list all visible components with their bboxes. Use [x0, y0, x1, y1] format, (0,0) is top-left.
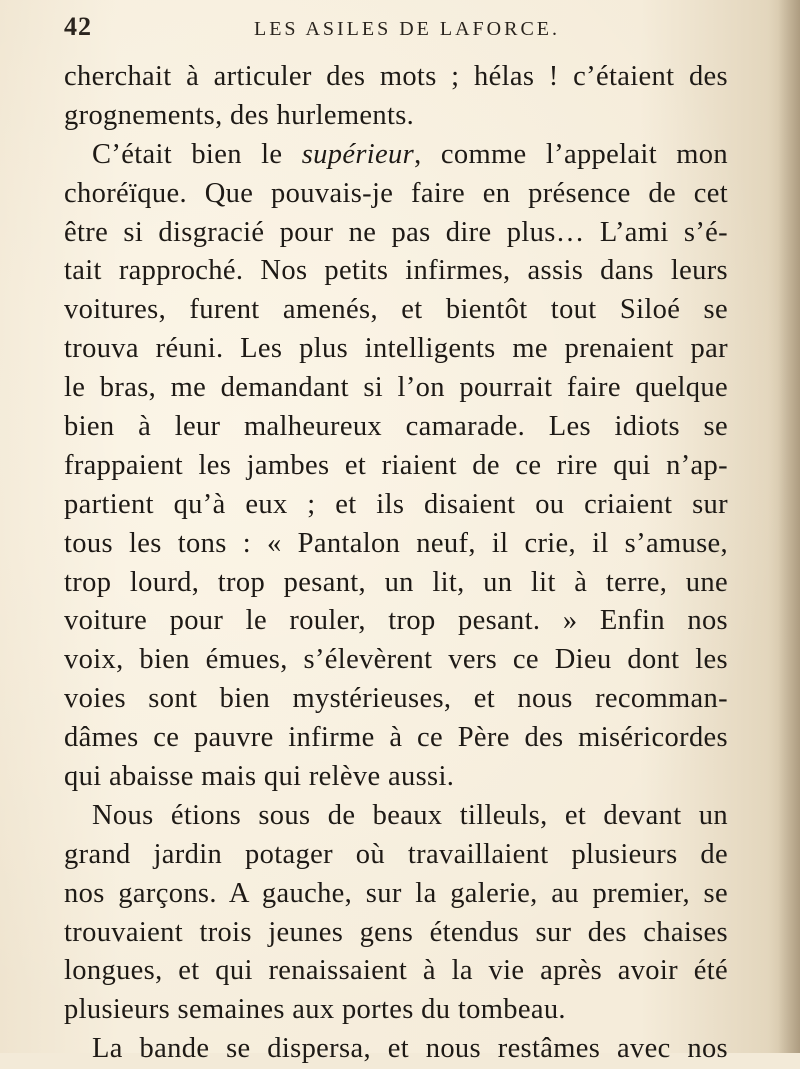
text-line-25: plusieurs semaines aux portes du tombeau. — [64, 994, 566, 1026]
text-line-1: cherchait à articuler des mots ; hélas ! c’étaient des — [64, 61, 728, 92]
italic-word-superieur: supérieur — [301, 138, 415, 170]
text-line-11: frappaient les jambes et riaient de ce rire qui n’ap- — [64, 449, 728, 481]
text-line-20: Nous étions sous de beaux tilleuls, et devant un — [92, 799, 728, 831]
page-header — [64, 10, 744, 46]
text-line-6: tait rapproché. Nos petits infirmes, assis dans leurs — [64, 255, 728, 287]
text-line-18: dâmes ce pauvre infirme à ce Père des miséricordes — [64, 722, 728, 754]
text-line-5: être si disgracié pour ne pas dire plus… L’ami s’é- — [64, 216, 728, 248]
text-line-9: le bras, me demandant si l’on pourrait faire quelque — [64, 372, 728, 404]
body-text — [64, 58, 728, 1069]
text-line-26: La bande se dispersa, et nous restâmes avec nos — [92, 1033, 728, 1065]
text-line-15: voiture pour le rouler, trop pesant. » Enfin nos — [64, 605, 728, 637]
text-line-2: grognements, des hurlements. — [64, 99, 415, 131]
text-line-7: voitures, furent amenés, et bientôt tout Siloé se — [64, 294, 728, 326]
text-line-10: bien à leur malheureux camarade. Les idiots se — [64, 411, 728, 443]
text-line-23: trouvaient trois jeunes gens étendus sur des chaises — [64, 916, 728, 948]
running-title: LES ASILES DE LAFORCE. — [254, 18, 561, 40]
text-line-21: grand jardin potager où travaillaient plusieurs de — [64, 838, 728, 870]
text-line-24: longues, et qui renaissaient à la vie après avoir été — [64, 955, 728, 987]
text-line-3 — [64, 136, 728, 175]
text-line-14: trop lourd, trop pesant, un lit, un lit à terre, une — [64, 566, 728, 598]
page-edge-shadow — [778, 0, 800, 1053]
text-line-16: voix, bien émues, s’élevèrent vers ce Dieu dont les — [64, 644, 728, 676]
text-line-19: qui abaisse mais qui relève aussi. — [64, 761, 455, 793]
text-line-8: trouva réuni. Les plus intelligents me prenaient par — [64, 333, 728, 365]
page-number: 42 — [64, 12, 92, 41]
text-line-3-end: , comme l’appelait mon — [414, 138, 728, 170]
text-line-4: choréïque. Que pouvais-je faire en présence de cet — [64, 177, 728, 209]
text-line-22: nos garçons. A gauche, sur la galerie, au premier, se — [64, 877, 728, 909]
text-line-13: tous les tons : « Pantalon neuf, il crie, il s’amuse, — [64, 527, 728, 559]
text-line-3-start: C’était bien le — [92, 138, 302, 170]
text-line-17: voies sont bien mystérieuses, et nous recomman- — [64, 683, 728, 715]
text-line-12: partient qu’à eux ; et ils disaient ou criaient sur — [64, 488, 728, 520]
